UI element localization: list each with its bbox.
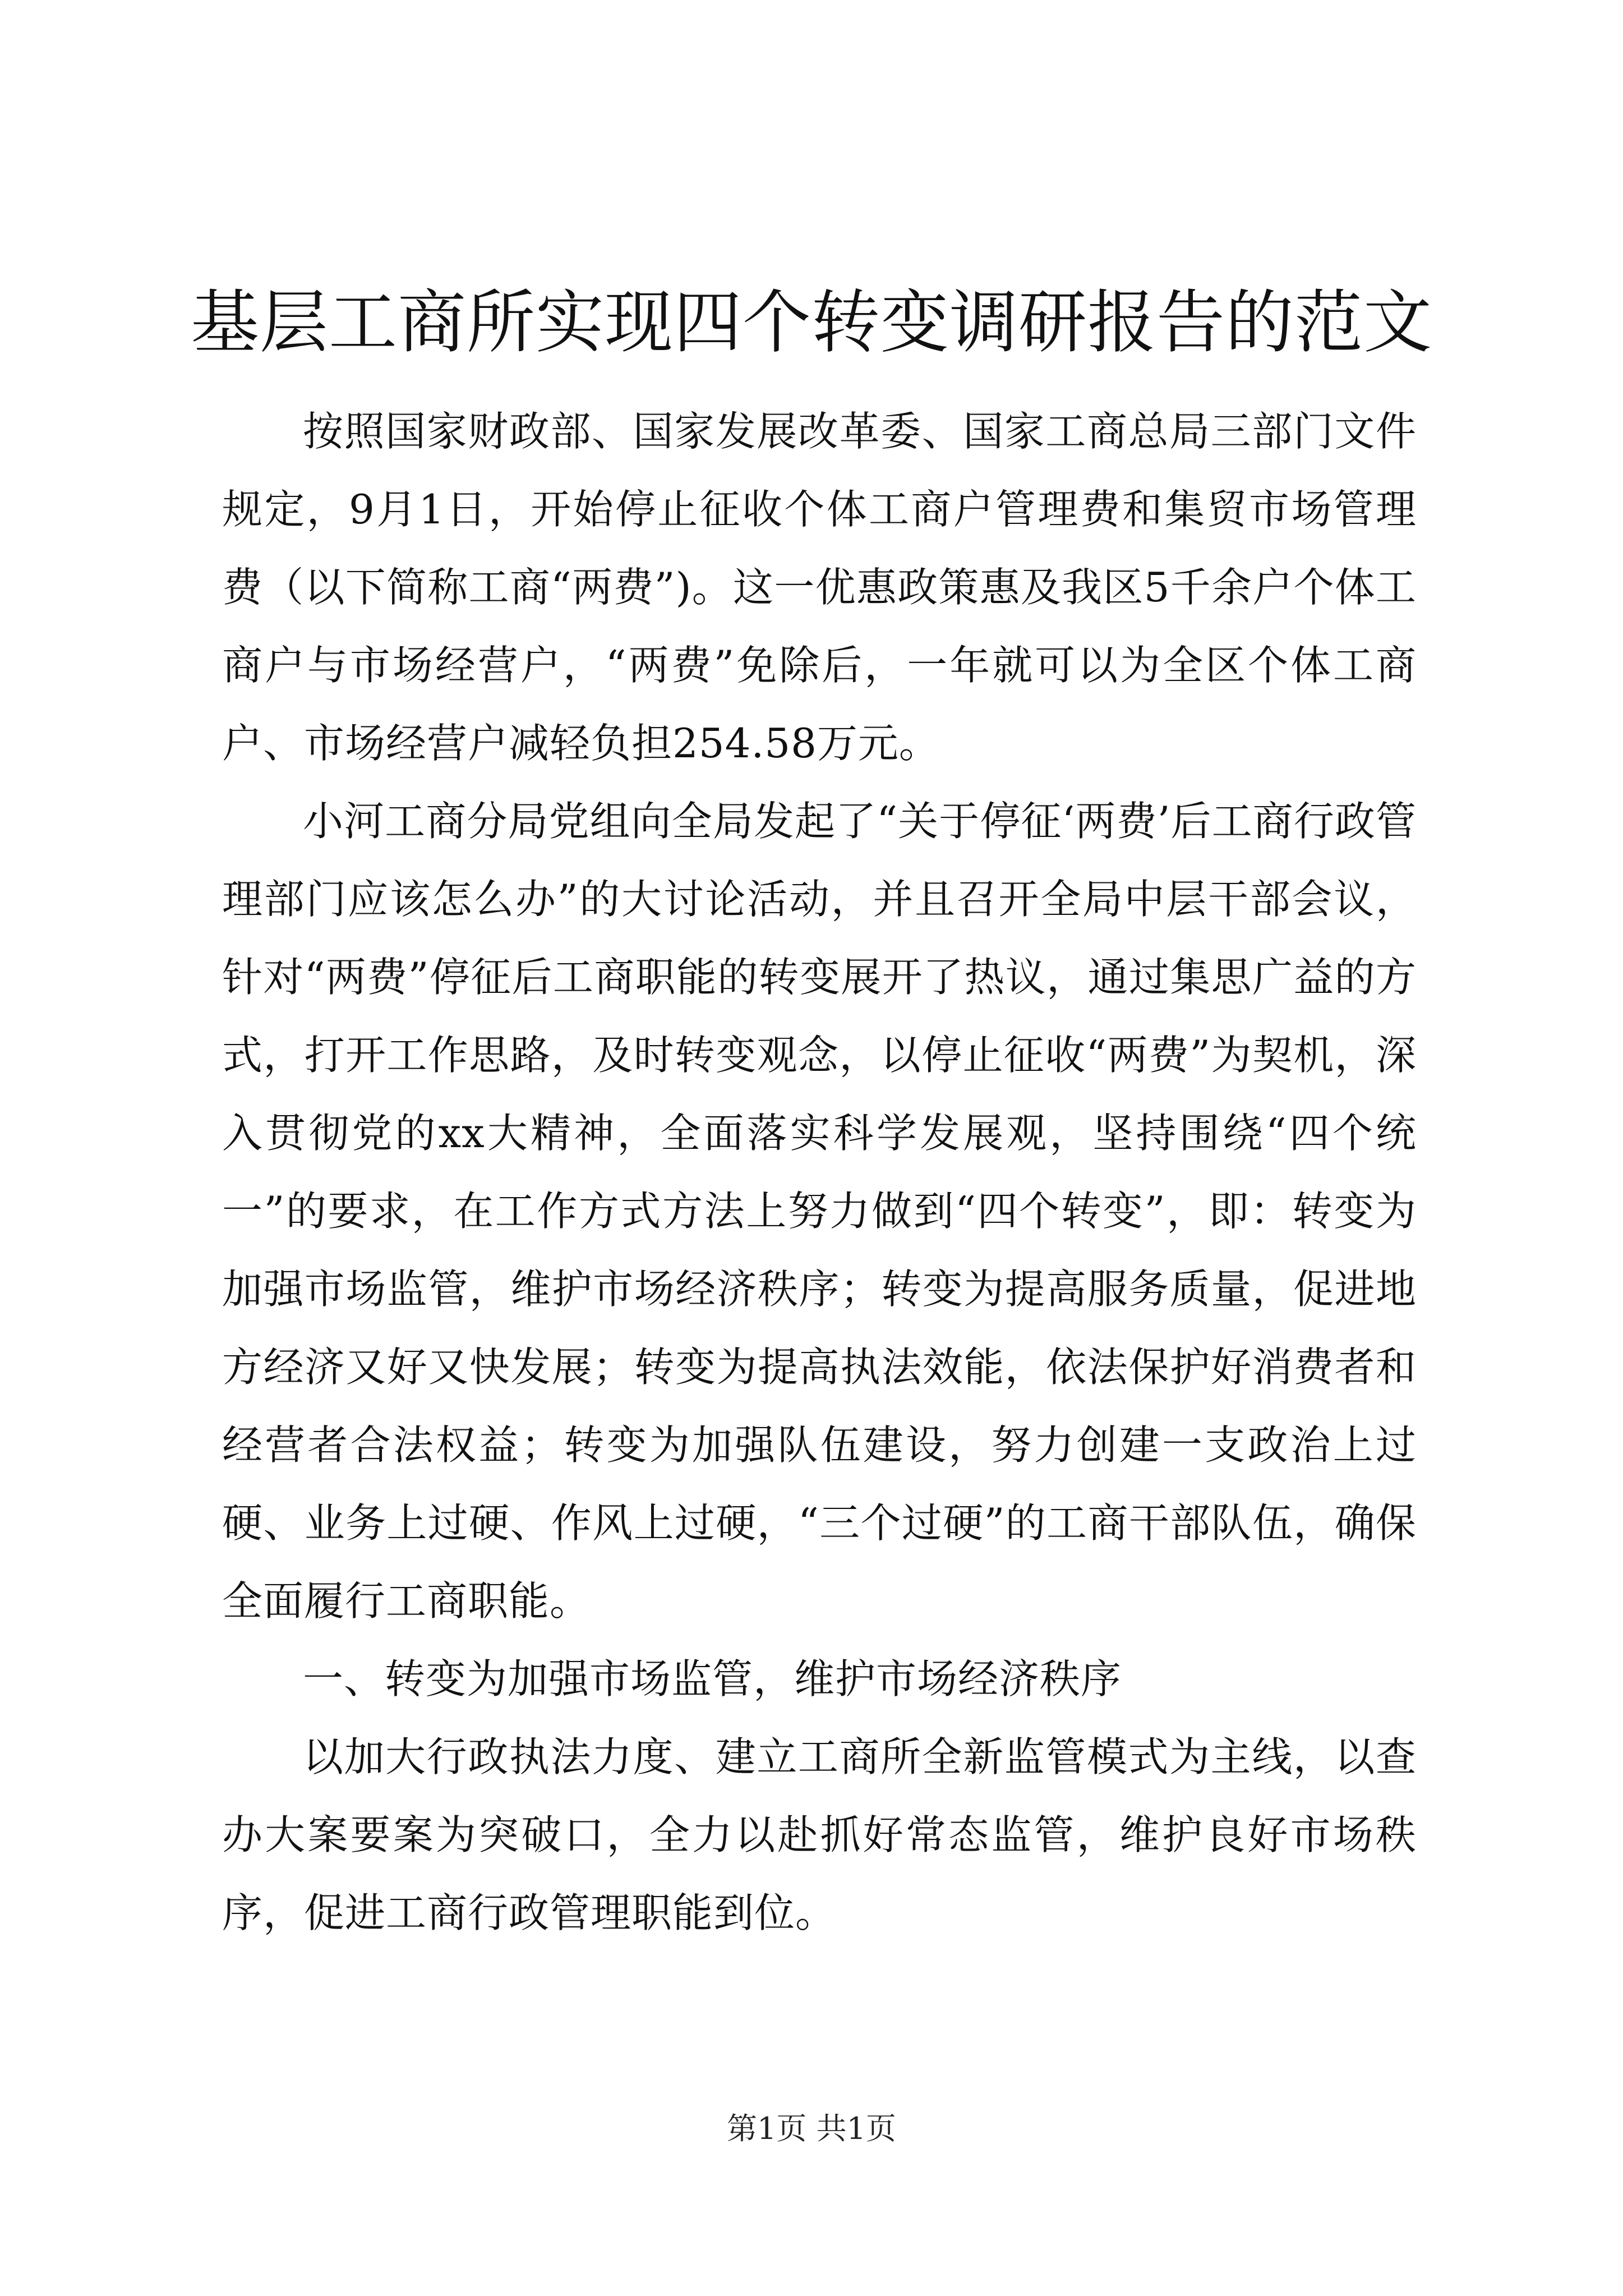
page-footer: 第1页 共1页	[727, 2111, 896, 2146]
paragraph-discussion: 小河工商分局党组向全局发起了“关于停征‘两费’后工商行政管理部门应该怎么办”的大讨论活动，并且召开全局中层干部会议，针对“两费”停征后工商职能的转变展开了热议，通过集思广益的方式，打开工作思路，及时转变观念，以停止征收“两费”为契机，深入贯彻党的xx大精神，全面落实科学发展观，坚持围绕“四个统一”的要求，在工作方式方法上努力做到“四个转变”，即：转变为加强市场监管，维护市场经济秩序；转变为提高服务质量，促进地方经济又好又快发展；转变为提高执法效能，依法保护好消费者和经营者合法权益；转变为加强队伍建设，努力创建一支政治上过硬、业务上过硬、作风上过硬，“三个过硬”的工商干部队伍，确保全面履行工商职能。	[222, 798, 1417, 1625]
document-body	[222, 393, 1417, 1952]
paragraph-section-one: 以加大行政执法力度、建立工商所全新监管模式为主线，以查办大案要案为突破口，全力以赴抓好常态监管，维护良好市场秩序，促进工商行政管理职能到位。	[222, 1733, 1417, 1936]
section-heading: 一、转变为加强市场监管，维护市场经济秩序	[303, 1655, 1122, 1703]
document-title: 基层工商所实现四个转变调研报告的范文	[191, 283, 1432, 362]
paragraph-intro: 按照国家财政部、国家发展改革委、国家工商总局三部门文件规定，9月1日，开始停止征收个体工商户管理费和集贸市场管理费（以下简称工商“两费”)。这一优惠政策惠及我区5千余户个体工商户与市场经营户，“两费”免除后，一年就可以为全区个体工商户、市场经营户减轻负担254.58万元。	[222, 408, 1417, 767]
